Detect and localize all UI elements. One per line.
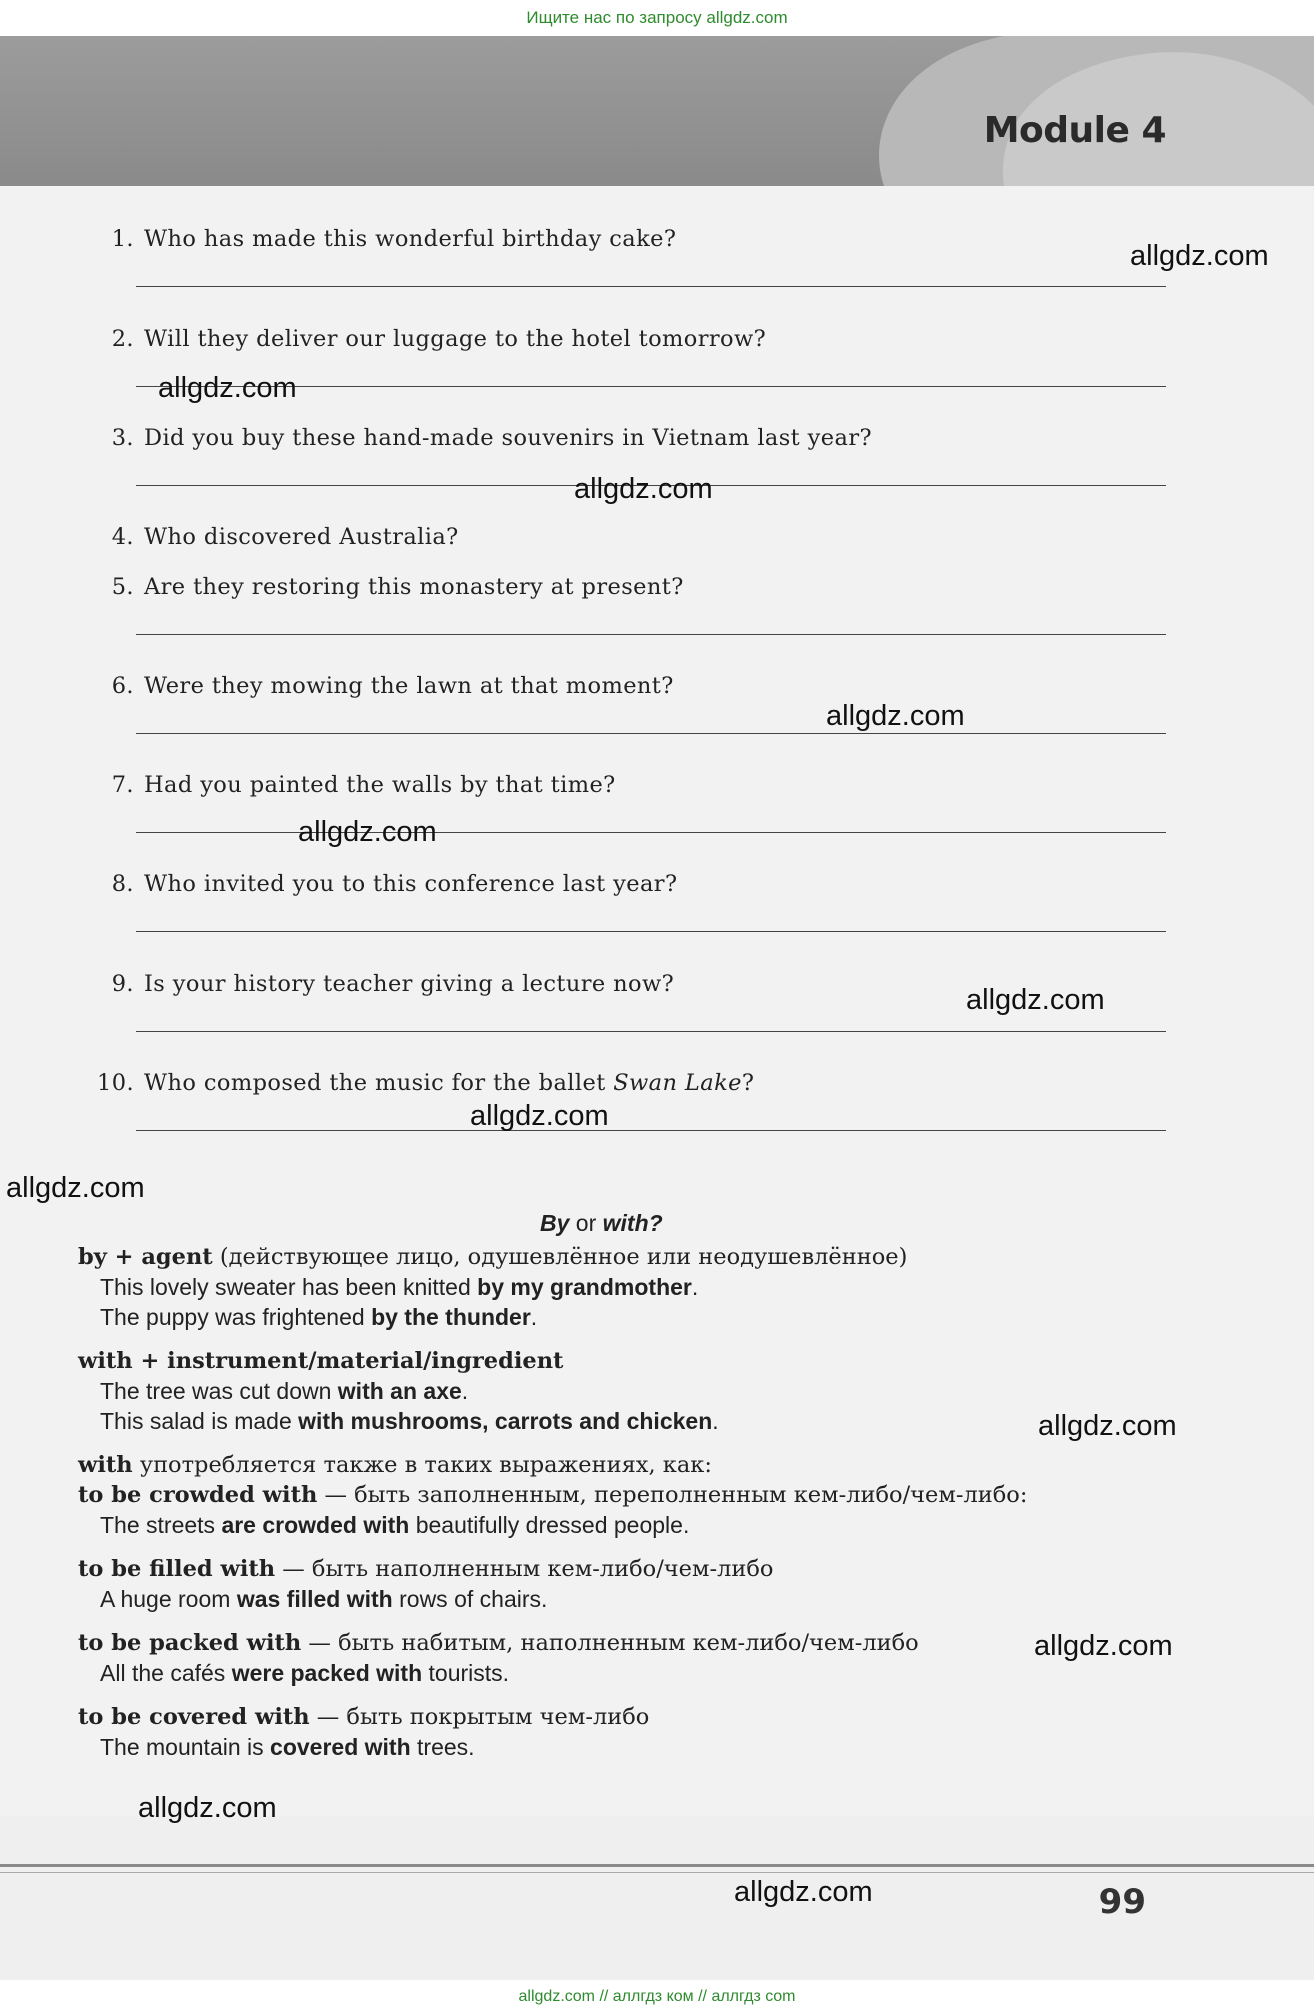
example-text: The tree was cut down xyxy=(100,1378,338,1404)
watermark-text: allgdz.com xyxy=(1034,1630,1173,1662)
example-text: beautifully dressed people. xyxy=(409,1512,690,1538)
question-item xyxy=(96,871,1166,897)
grammar-example xyxy=(78,1376,1178,1406)
question-label: Who invited you to this conference last year? xyxy=(144,871,678,897)
question-text xyxy=(96,871,1166,897)
question-text xyxy=(96,673,1166,699)
question-label: Did you buy these hand-made souvenirs in Vietnam last year? xyxy=(144,425,872,451)
example-text: . xyxy=(712,1408,719,1434)
grammar-rule xyxy=(78,1480,1178,1510)
example-highlight: were packed with xyxy=(231,1660,423,1686)
grammar-example xyxy=(78,1510,1178,1540)
question-label: Were they mowing the lawn at that moment? xyxy=(144,673,674,699)
question-text xyxy=(96,524,1166,550)
grammar-rule-desc: — быть набитым, наполненным кем-либо/чем-либо xyxy=(301,1630,919,1656)
example-text: A huge room xyxy=(100,1586,237,1612)
question-label: Is your history teacher giving a lecture now? xyxy=(144,971,675,997)
grammar-rule-key: to be packed with xyxy=(78,1630,302,1656)
example-highlight: are crowded with xyxy=(221,1512,410,1538)
question-number: 2. xyxy=(111,326,134,352)
grammar-rule xyxy=(78,1702,1178,1732)
by-with-title-a: By xyxy=(540,1210,570,1236)
question-label-part: ? xyxy=(741,1070,755,1096)
grammar-rule xyxy=(78,1450,1178,1480)
footer-rule-thin xyxy=(0,1872,1314,1873)
watermark-text: allgdz.com xyxy=(158,372,297,404)
question-text xyxy=(96,574,1166,600)
example-text: The streets xyxy=(100,1512,222,1538)
example-text: All the cafés xyxy=(100,1660,232,1686)
example-text: This lovely sweater has been knitted xyxy=(100,1274,478,1300)
question-number: 8. xyxy=(111,871,134,897)
spacer xyxy=(78,1762,1178,1776)
top-banner[interactable]: Ищите нас по запросу allgdz.com xyxy=(526,8,788,27)
question-text xyxy=(96,1070,1166,1096)
spacer xyxy=(78,1614,1178,1628)
question-label: Who discovered Australia? xyxy=(144,524,459,550)
spacer xyxy=(78,1332,1178,1346)
watermark-text: allgdz.com xyxy=(470,1100,609,1132)
header-band xyxy=(0,36,1314,186)
watermark-text: allgdz.com xyxy=(734,1876,873,1908)
example-highlight: with an axe xyxy=(337,1378,462,1404)
example-text: This salad is made xyxy=(100,1408,299,1434)
grammar-rule xyxy=(78,1628,1178,1658)
question-number: 7. xyxy=(111,772,134,798)
watermark-text: allgdz.com xyxy=(1130,240,1269,272)
question-item xyxy=(96,574,1166,600)
watermark-text: allgdz.com xyxy=(826,700,965,732)
grammar-rule-desc: употребляется также в таких выражениях, как: xyxy=(132,1452,712,1478)
question-number: 3. xyxy=(111,425,134,451)
grammar-rule-key: to be covered with xyxy=(78,1704,310,1730)
answer-line[interactable] xyxy=(136,733,1166,734)
question-text xyxy=(96,326,1166,352)
grammar-example xyxy=(78,1272,1178,1302)
spacer xyxy=(78,1436,1178,1450)
example-text: rows of chairs. xyxy=(392,1586,548,1612)
grammar-rule xyxy=(78,1554,1178,1584)
bottom-banner[interactable]: allgdz.com // аллгдз ком // аллгдз com xyxy=(0,1980,1314,2013)
answer-line[interactable] xyxy=(136,832,1166,833)
grammar-example xyxy=(78,1732,1178,1762)
grammar-rule-key: to be crowded with xyxy=(78,1482,318,1508)
watermark-text: allgdz.com xyxy=(574,473,713,505)
answer-line[interactable] xyxy=(136,931,1166,932)
page-number: 99 xyxy=(1098,1882,1146,1922)
question-text xyxy=(96,226,1166,252)
question-label: Are they restoring this monastery at present? xyxy=(144,574,684,600)
question-text xyxy=(96,425,1166,451)
grammar-example xyxy=(78,1302,1178,1332)
example-highlight: was filled with xyxy=(236,1586,393,1612)
grammar-example xyxy=(78,1658,1178,1688)
example-text: . xyxy=(530,1304,538,1330)
question-label-part: Swan Lake xyxy=(613,1070,742,1096)
question-item xyxy=(96,673,1166,699)
answer-line[interactable] xyxy=(136,1130,1166,1131)
module-title: Module 4 xyxy=(983,110,1166,151)
example-text: The mountain is xyxy=(100,1734,271,1760)
grammar-rule-desc: — быть наполненным кем-либо/чем-либо xyxy=(275,1556,774,1582)
spacer xyxy=(78,1688,1178,1702)
grammar-rule xyxy=(78,1242,1178,1272)
question-label-part: Who composed the music for the ballet xyxy=(144,1070,614,1096)
watermark-text: allgdz.com xyxy=(966,984,1105,1016)
spacer xyxy=(78,1540,1178,1554)
grammar-rule-key: with + instrument/material/ingredient xyxy=(78,1348,564,1374)
by-with-title-b: with? xyxy=(602,1210,663,1236)
watermark-text: allgdz.com xyxy=(138,1792,277,1824)
question-item xyxy=(96,326,1166,352)
question-label: Will they deliver our luggage to the hotel tomorrow? xyxy=(144,326,767,352)
question-number: 10. xyxy=(97,1070,134,1096)
question-label: Had you painted the walls by that time? xyxy=(144,772,616,798)
example-text: The puppy was frightened xyxy=(100,1304,372,1330)
grammar-rule xyxy=(78,1346,1178,1376)
watermark-text: allgdz.com xyxy=(6,1172,145,1204)
grammar-example xyxy=(78,1406,1178,1436)
example-highlight: covered with xyxy=(270,1734,411,1760)
example-highlight: by my grandmother xyxy=(477,1274,692,1300)
question-text xyxy=(96,772,1166,798)
question-number: 9. xyxy=(111,971,134,997)
grammar-rule-key: by + agent xyxy=(78,1244,213,1270)
answer-line[interactable] xyxy=(136,1031,1166,1032)
example-highlight: by the thunder xyxy=(371,1304,531,1330)
grammar-rule-desc: — быть покрытым чем-либо xyxy=(309,1704,650,1730)
question-item xyxy=(96,772,1166,798)
grammar-box xyxy=(78,1242,1178,1776)
question-item xyxy=(96,1070,1166,1096)
example-highlight: with mushrooms, carrots and chicken xyxy=(298,1408,713,1434)
example-text: tourists. xyxy=(422,1660,510,1686)
footer-rule xyxy=(0,1864,1314,1867)
question-label: Who has made this wonderful birthday cake? xyxy=(144,226,677,252)
answer-line[interactable] xyxy=(136,286,1166,287)
example-text: trees. xyxy=(410,1734,475,1760)
question-item xyxy=(96,425,1166,451)
grammar-rule-key: with xyxy=(78,1452,133,1478)
by-with-title xyxy=(540,1210,663,1237)
question-number: 4. xyxy=(111,524,134,550)
grammar-example xyxy=(78,1584,1178,1614)
watermark-text: allgdz.com xyxy=(298,816,437,848)
grammar-rule-desc: (действующее лицо, одушевлённое или неодушевлённое) xyxy=(212,1244,908,1270)
grammar-rule-desc: — быть заполненным, переполненным кем-либо/чем-либо: xyxy=(317,1482,1028,1508)
question-item xyxy=(96,524,1166,550)
watermark-text: allgdz.com xyxy=(1038,1410,1177,1442)
by-with-title-mid: or xyxy=(569,1210,603,1236)
grammar-rule-key: to be filled with xyxy=(78,1556,276,1582)
example-text: . xyxy=(691,1274,699,1300)
question-number: 5. xyxy=(111,574,134,600)
question-item xyxy=(96,226,1166,252)
answer-line[interactable] xyxy=(136,634,1166,635)
question-number: 6. xyxy=(111,673,134,699)
question-number: 1. xyxy=(111,226,134,252)
example-text: . xyxy=(461,1378,469,1404)
